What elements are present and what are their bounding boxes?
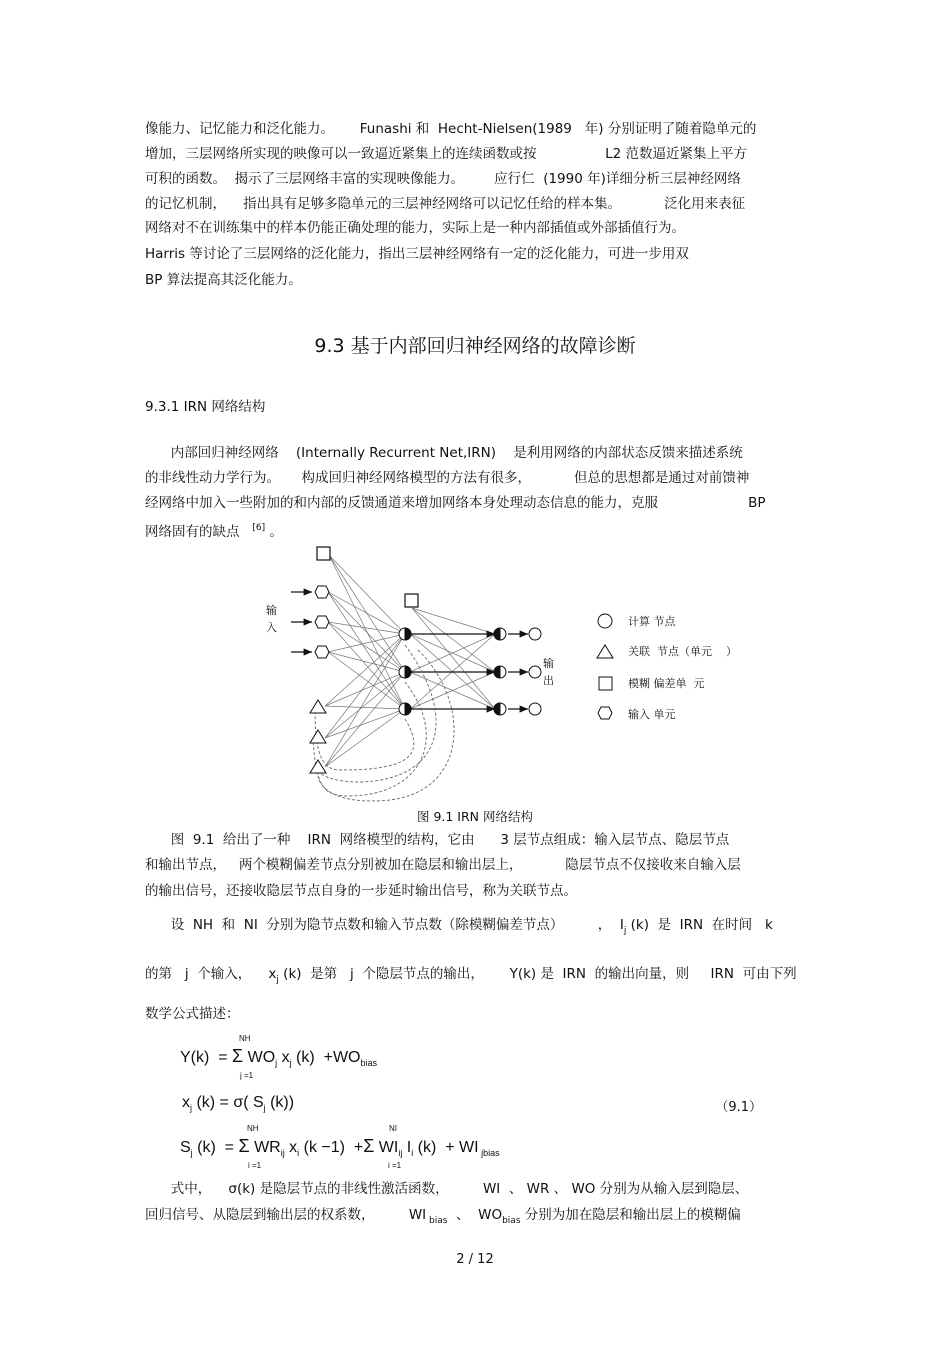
eq-part: (k) = xyxy=(192,1139,235,1156)
citation: [6] xyxy=(252,523,266,533)
subscript: j xyxy=(190,1148,193,1158)
page-number: 2 / 12 xyxy=(456,1252,494,1267)
subscript: bias xyxy=(360,1058,378,1068)
subscript: i xyxy=(297,1148,300,1158)
output-label: 输 出 xyxy=(543,657,554,687)
text-fragment: 。 xyxy=(269,524,283,540)
subscript: j xyxy=(276,975,279,985)
text-fragment: 设 NH 和 NI 分别为隐节点数和输入节点数（除模糊偏差节点） ， I xyxy=(145,917,624,933)
circle-icon xyxy=(598,614,612,628)
text-line: BP 算法提高其泛化能力。 xyxy=(145,272,302,288)
eq-part: S xyxy=(180,1139,191,1156)
sum-sign: Σ xyxy=(232,1046,244,1066)
text-line: 数学公式描述： xyxy=(145,1006,240,1022)
eq-part: WO xyxy=(247,1049,276,1066)
sum-upper: NH xyxy=(239,1034,251,1043)
text-fragment: 、 WO xyxy=(447,1207,503,1223)
subsection-title: 9.3.1 IRN 网络结构 xyxy=(145,399,266,415)
text-fragment: 网络固有的缺点 xyxy=(145,524,240,540)
text-line xyxy=(145,1207,741,1229)
text-fragment: 回归信号、从隐层到输出层的权系数， WI xyxy=(145,1207,427,1223)
text-fragment: 的第 j 个输入， x xyxy=(145,966,277,982)
text-fragment: (k) 是 IRN 在时间 k xyxy=(626,917,773,933)
square-icon xyxy=(599,677,612,690)
eq-part: x xyxy=(284,1139,298,1156)
sum-lower: j =1 xyxy=(240,1071,254,1080)
eq-part: x xyxy=(277,1049,290,1066)
subscript: j xyxy=(190,1103,192,1113)
subscript: bias xyxy=(426,1216,448,1226)
subscript: bias xyxy=(502,1216,521,1226)
text-line xyxy=(145,917,773,939)
text-line: 增加，三层网络所实现的映像可以一致逼近紧集上的连续函数或按 L2 范数逼近紧集上平方 xyxy=(145,146,748,162)
eq-part: WR xyxy=(254,1139,281,1156)
input-label: 输 入 xyxy=(266,604,277,634)
subscript: j xyxy=(263,1103,266,1113)
legend-shapes xyxy=(597,614,613,719)
eq-part: (k) +WO xyxy=(291,1049,361,1066)
legend-label: 关联 节点（单元 ） xyxy=(628,645,737,658)
legend-label: 输入 单元 xyxy=(628,708,676,721)
hexagon-icon xyxy=(598,707,612,719)
subscript: i xyxy=(411,1148,414,1158)
input-hidden-connections xyxy=(325,555,495,767)
subscript: j xyxy=(623,926,627,936)
sum-sign: Σ xyxy=(238,1136,250,1156)
subscript: j xyxy=(289,1058,292,1068)
text-line: 式中， σ(k) 是隐层节点的非线性激活函数， WI 、 WR 、 WO 分别为从输入层到隐层、 xyxy=(145,1181,749,1197)
eq-part: I xyxy=(402,1139,412,1156)
feedback-loops xyxy=(313,645,454,801)
sum-lower: i =1 xyxy=(388,1161,402,1170)
text-line: 可积的函数。 揭示了三层网络丰富的实现映像能力。 应行仁 (1990 年)详细分析三层神经网络 xyxy=(145,171,741,187)
section-title: 9.3 基于内部回归神经网络的故障诊断 xyxy=(314,335,636,357)
text-line: 的记忆机制， 指出具有足够多隐单元的三层神经网络可以记忆任给的样本集。 泛化用来表征 xyxy=(145,196,746,212)
sum-upper: NH xyxy=(247,1124,259,1133)
eq-part: (k) + WI xyxy=(413,1139,479,1156)
text-fragment: (k) 是第 j 个隐层节点的输出， Y(k) 是 IRN 的输出向量，则 IRN 可由下列 xyxy=(278,966,797,982)
text-line: 网络对不在训练集中的样本仍能正确处理的能力，实际上是一种内部插值或外部插值行为。 xyxy=(145,220,685,236)
input-nodes xyxy=(315,586,329,658)
text-line: 内部回归神经网络 (Internally Recurrent Net,IRN) 是利用网络的内部状态反馈来描述系统 xyxy=(145,445,743,461)
eq-part: (k)) xyxy=(265,1094,295,1111)
subscript: ij xyxy=(280,1148,285,1158)
figure-caption: 图 9.1 IRN 网络结构 xyxy=(416,809,534,824)
text-line: 图 9.1 给出了一种 IRN 网络模型的结构，它由 3 层节点组成：输入层节点、隐层节点 xyxy=(145,832,730,848)
text-line: 和输出节点， 两个模糊偏差节点分别被加在隐层和输出层上， 隐层节点不仅接收来自输入层 xyxy=(145,857,741,873)
text-line xyxy=(145,966,797,988)
text-line: 经网络中加入一些附加的和内部的反馈通道来增加网络本身处理动态信息的能力，克服 BP xyxy=(145,495,766,511)
eq-part: (k −1) + xyxy=(299,1139,364,1156)
equation-number: （9.1） xyxy=(715,1100,762,1115)
text-line: 像能力、记忆能力和泛化能力。 Funashi 和 Hecht-Nielsen(1989 年) 分别证明了随着隐单元的 xyxy=(145,121,757,137)
subscript: j xyxy=(275,1058,278,1068)
legend-label: 模糊 偏差单 元 xyxy=(628,677,705,690)
triangle-icon xyxy=(597,645,613,658)
eq-part: (k) = σ( S xyxy=(192,1094,264,1111)
eq-part: WI xyxy=(378,1139,399,1156)
text-line: 的非线性动力学行为。 构成回归神经网络模型的方法有很多， 但总的思想都是通过对前馈神 xyxy=(145,470,750,486)
sum-upper: NI xyxy=(389,1124,397,1133)
sum-sign: Σ xyxy=(363,1136,375,1156)
text-line: Harris 等讨论了三层网络的泛化能力，指出三层神经网络有一定的泛化能力，可进一步用双 xyxy=(145,246,689,262)
equation-line xyxy=(180,1136,500,1158)
equation-line xyxy=(180,1046,377,1068)
subscript: ij xyxy=(398,1148,403,1158)
eq-part: Y(k) = xyxy=(180,1049,228,1066)
subscript: jbias xyxy=(478,1148,500,1158)
eq-part: x xyxy=(182,1094,190,1111)
legend-label: 计算 节点 xyxy=(628,615,676,628)
equation-line xyxy=(182,1094,294,1113)
text-line: 的输出信号，还接收隐层节点自身的一步延时输出信号，称为关联节点。 xyxy=(145,883,577,899)
sum-lower: i =1 xyxy=(248,1161,262,1170)
text-fragment: 分别为加在隐层和输出层上的模糊偏 xyxy=(520,1207,741,1223)
